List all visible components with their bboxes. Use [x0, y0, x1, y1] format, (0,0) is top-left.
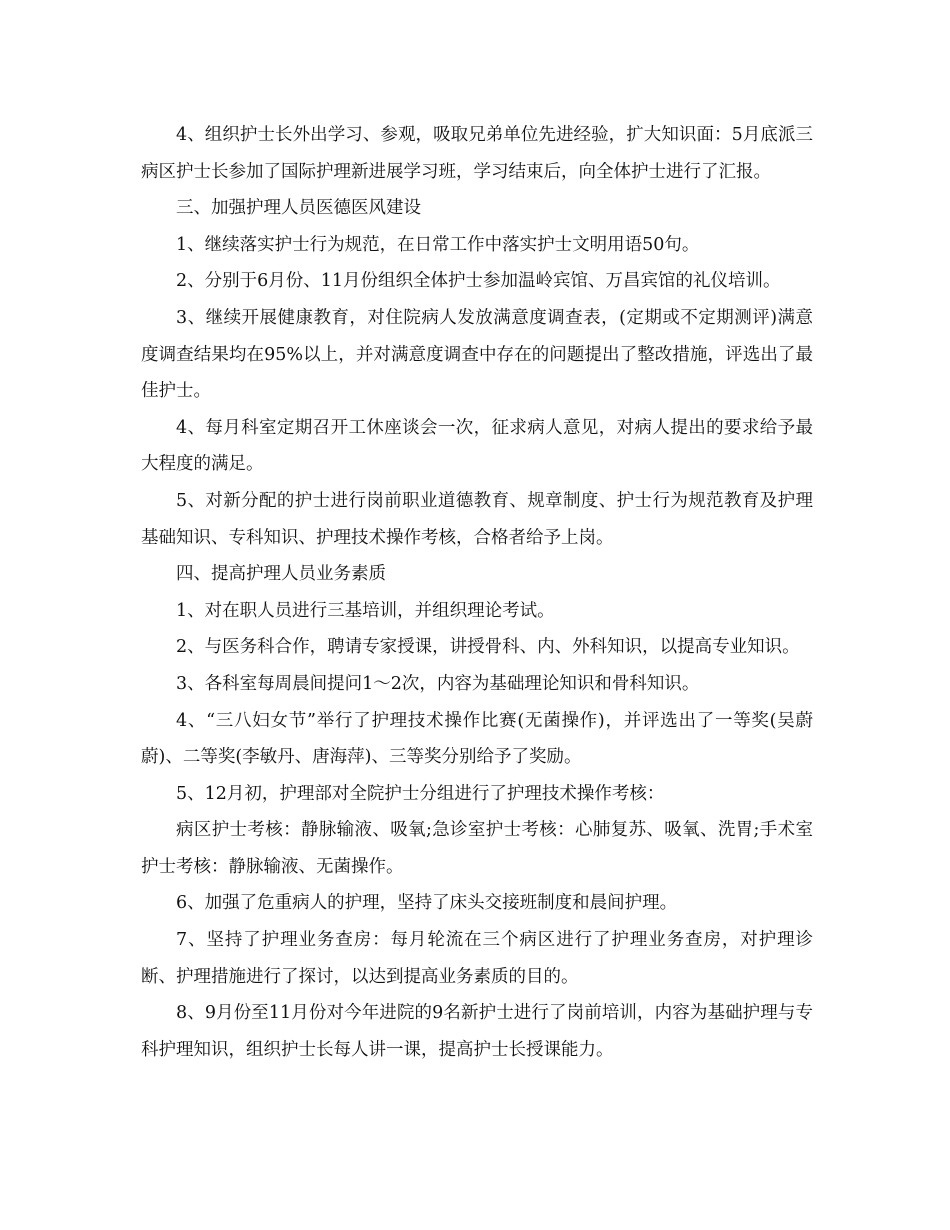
paragraph-3: 1、继续落实护士行为规范，在日常工作中落实护士文明用语50句。 [176, 234, 700, 255]
paragraph-9: 1、对在职人员进行三基培训，并组织理论考试。 [176, 600, 555, 621]
paragraph-1: 4、组织护士长外出学习、参观，吸取兄弟单位先进经验，扩大知识面：5月底派三病区护士长参加了国际护理新进展学习班，学习结束后，向全体护士进行了汇报。 [141, 125, 813, 182]
paragraph-4: 2、分别于6月份、11月份组织全体护士参加温岭宾馆、万昌宾馆的礼仪培训。 [176, 271, 781, 292]
paragraph-12: 4、“三八妇女节”举行了护理技术操作比赛(无菌操作)，并评选出了一等奖(吴蔚蔚)、二等奖(李敏丹、唐海萍)、三等奖分别给予了奖励。 [141, 710, 813, 768]
paragraph-7: 5、对新分配的护士进行岗前职业道德教育、规章制度、护士行为规范教育及护理基础知识、专科知识、护理技术操作考核，合格者给予上岗。 [141, 490, 813, 548]
paragraph-11: 3、各科室每周晨间提问1～2次，内容为基础理论知识和骨科知识。 [176, 673, 700, 694]
section-heading-3: 三、加强护理人员医德医风建设 [176, 198, 421, 219]
paragraph-17: 8、9月份至11月份对今年进院的9名新护士进行了岗前培训，内容为基础护理与专科护理知识，组织护士长每人讲一课，提高护士长授课能力。 [141, 1003, 813, 1060]
document-body [141, 117, 813, 1068]
paragraph-16: 7、坚持了护理业务查房：每月轮流在三个病区进行了护理业务查房，对护理诊断、护理措施进行了探讨，以达到提高业务素质的目的。 [141, 930, 813, 987]
paragraph-10: 2、与医务科合作，聘请专家授课，讲授骨科、内、外科知识，以提高专业知识。 [176, 637, 800, 658]
paragraph-15: 6、加强了危重病人的护理，坚持了床头交接班制度和晨间护理。 [176, 893, 678, 914]
paragraph-13: 5、12月初，护理部对全院护士分组进行了护理技术操作考核： [176, 783, 665, 804]
paragraph-14: 病区护士考核：静脉输液、吸氧;急诊室护士考核：心肺复苏、吸氧、洗胃;手术室护士考核：静脉输液、无菌操作。 [141, 820, 813, 877]
paragraph-5: 3、继续开展健康教育，对住院病人发放满意度调查表，(定期或不定期测评)满意度调查结果均在95%以上，并对满意度调查中存在的问题提出了整改措施，评选出了最佳护士。 [141, 307, 813, 402]
paragraph-6: 4、每月科室定期召开工休座谈会一次，征求病人意见，对病人提出的要求给予最大程度的满足。 [141, 417, 813, 475]
section-heading-4: 四、提高护理人员业务素质 [176, 564, 386, 585]
